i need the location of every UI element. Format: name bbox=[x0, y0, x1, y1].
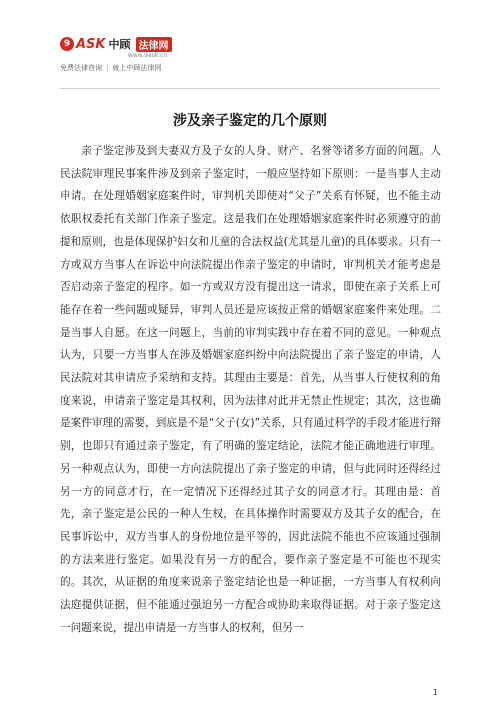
logo-mark-icon: 9 bbox=[60, 37, 74, 51]
site-header bbox=[60, 36, 440, 86]
document-paragraph: 亲子鉴定涉及到夫妻双方及子女的人身、财产、名誉等诸多方面的问题。人民法院审理民事案件涉及到亲子鉴定时，一般应坚持如下原则：一是当事人主动申请。在处理婚姻家庭案件时，审判机关即使对“父子”关系有怀疑，也不能主动依职权委托有关部门作亲子鉴定。这是我们在处理婚姻家庭案件时必须遵守的前提和原则，也是体现保护妇女和儿童的合法权益(尤其是儿童)的具体要求。只有一方或双方当事人在诉讼中向法院提出作亲子鉴定的申请时，审判机关才能考虑是否启动亲子鉴定的程序。如一方或双方没有提出这一请求，即使在亲子关系上可能存在着一些问题或疑异，审判人员还是应该按正常的婚姻家庭案件来处理。二是当事人自愿。在这一问题上，当前的审判实践中存在着不同的意见。一种观点认为，只要一方当事人在涉及婚姻家庭纠纷中向法院提出了亲子鉴定的申请，人民法院对其申请应予采纳和支持。其理由主要是：首先，从当事人行使权利的角度来说，申请亲子鉴定是其权利，因为法律对此并无禁止性规定；其次，这也确是案件审理的需要，到底是不是“父子(女)”关系，只有通过科学的手段才能进行辩别，也即只有通过亲子鉴定，有了明确的鉴定结论，法院才能正确地进行审理。另一种观点认为，即使一方向法院提出了亲子鉴定的申请，但与此同时还得经过另一方的同意才行，在一定情况下还得经过其子女的同意才行。其理由是：首先，亲子鉴定是公民的一种人生权，在具体操作时需要双方及其子女的配合，在民事诉讼中，双方当事人的身份地位是平等的，因此法院不能也不应该通过强制的方法来进行鉴定。如果没有另一方的配合，要作亲子鉴定是不可能也不现实的。其次，从证据的角度来说亲子鉴定结论也是一种证据，一方当事人有权利向法庭提供证据，但不能通过强迫另一方配合或协助来取得证据。对于亲子鉴定这一问题来说，提出申请是一方当事人的权利，但另一 bbox=[60, 145, 441, 634]
header-divider bbox=[60, 88, 440, 89]
tagline-left: 免费法律咨询 bbox=[60, 64, 102, 72]
tagline-separator: | bbox=[106, 64, 109, 72]
page-number: 1 bbox=[432, 688, 438, 697]
site-tagline bbox=[60, 63, 161, 73]
logo-domain: www.9ask.cn bbox=[128, 52, 168, 59]
document-title: 涉及亲子鉴定的几个原则 bbox=[173, 113, 327, 129]
tagline-right: 就上中顾法律网 bbox=[112, 64, 162, 72]
logo-ask-text: ASK bbox=[76, 36, 106, 52]
logo-law-badge: 法律网 bbox=[136, 37, 172, 52]
logo-brand-text: 中顾 bbox=[108, 38, 131, 51]
site-logo[interactable] bbox=[60, 36, 440, 52]
